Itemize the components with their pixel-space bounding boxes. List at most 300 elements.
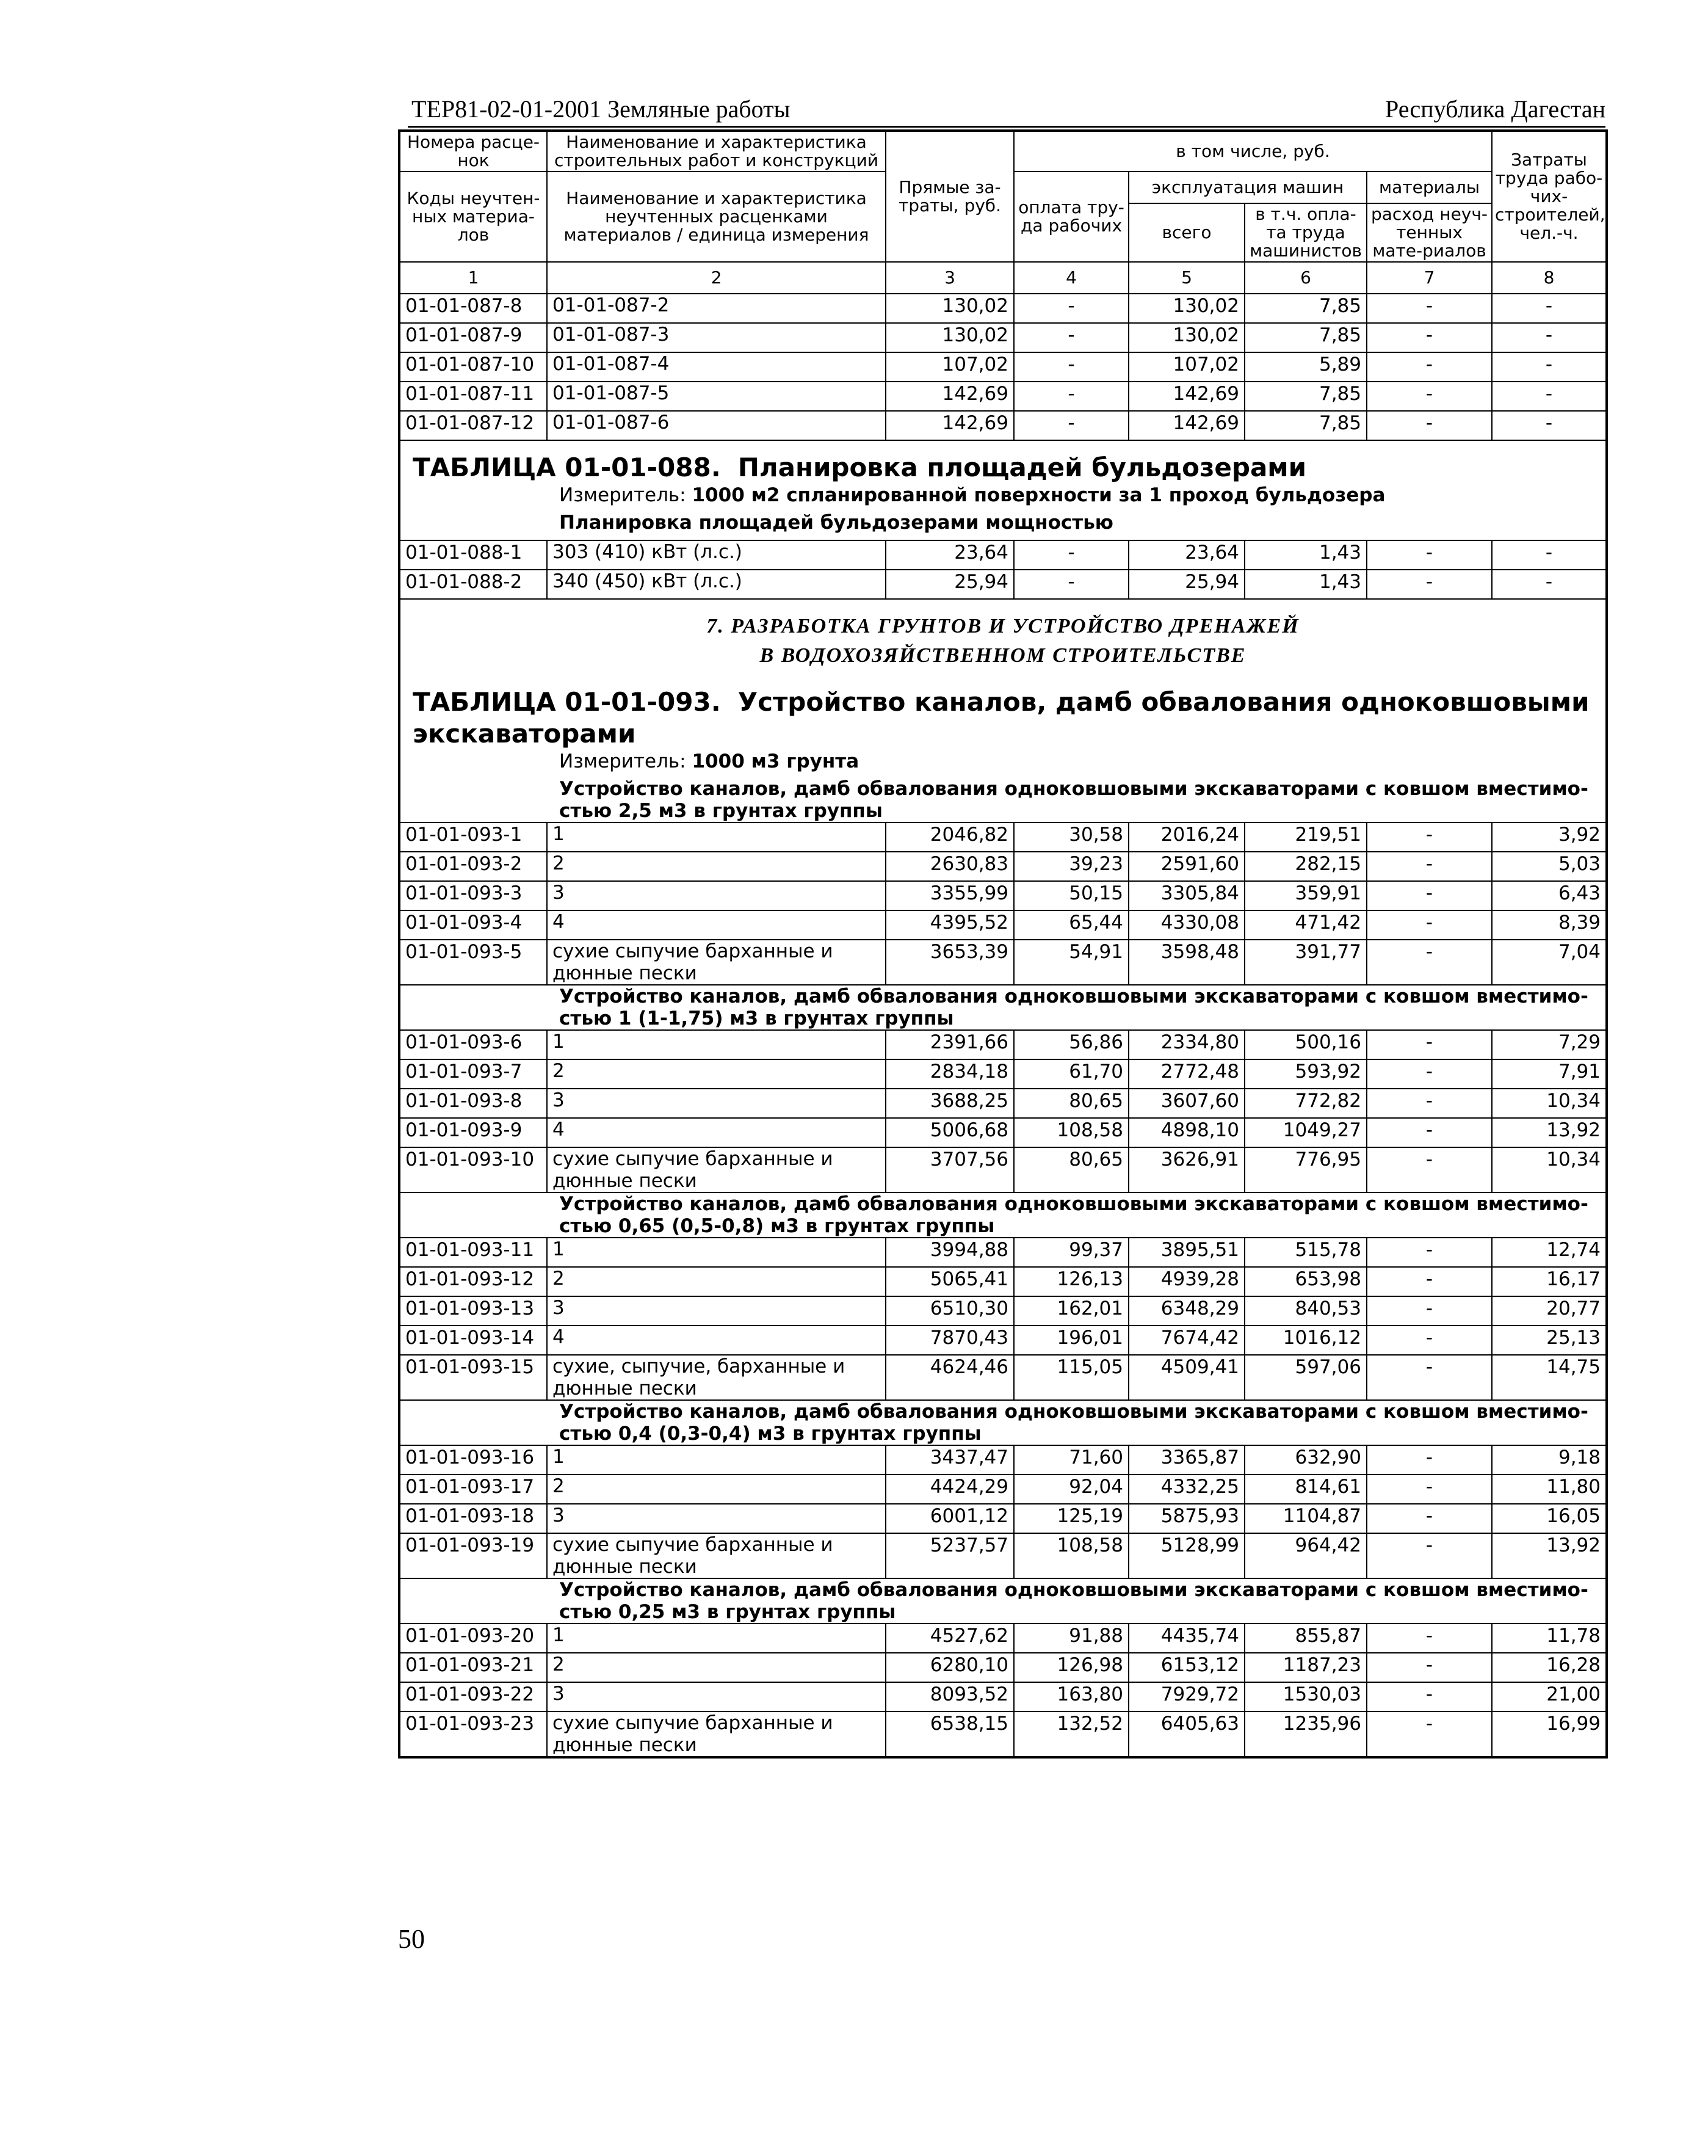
meter-value: 1000 м2 спланированной поверхности за 1 проход бульдозера — [692, 484, 1386, 506]
labor-cost: - — [1492, 352, 1607, 382]
work-name: 4 — [547, 1326, 886, 1355]
table-088-meter — [399, 484, 1607, 512]
direct-cost: 4624,46 — [886, 1355, 1014, 1400]
operator-wages: 282,15 — [1245, 852, 1367, 881]
machines-total: 23,64 — [1129, 540, 1245, 570]
table-row — [399, 1624, 1607, 1653]
wages: 196,01 — [1014, 1326, 1129, 1355]
work-name: 3 — [547, 1504, 886, 1533]
direct-cost: 2834,18 — [886, 1059, 1014, 1089]
labor-cost: 9,18 — [1492, 1445, 1607, 1475]
operator-wages: 632,90 — [1245, 1445, 1367, 1475]
materials: - — [1367, 1711, 1492, 1757]
materials: - — [1367, 570, 1492, 599]
direct-cost: 142,69 — [886, 411, 1014, 440]
operator-wages: 1,43 — [1245, 540, 1367, 570]
direct-cost: 2630,83 — [886, 852, 1014, 881]
machines-total: 3895,51 — [1129, 1238, 1245, 1267]
wages: - — [1014, 540, 1129, 570]
table-row — [399, 1238, 1607, 1267]
machines-total: 6405,63 — [1129, 1711, 1245, 1757]
rate-code: 01-01-093-10 — [399, 1147, 547, 1192]
work-name: 01-01-087-3 — [547, 323, 886, 352]
labor-cost: 11,78 — [1492, 1624, 1607, 1653]
rate-code: 01-01-093-1 — [399, 822, 547, 852]
table-name: Устройство каналов, дамб обвалования одноковшовыми экскаваторами — [413, 687, 1590, 749]
column-numbers-row — [399, 262, 1607, 294]
operator-wages: 964,42 — [1245, 1533, 1367, 1578]
work-name: 4 — [547, 910, 886, 940]
wages: 92,04 — [1014, 1475, 1129, 1504]
labor-cost: - — [1492, 294, 1607, 323]
table-row — [399, 1355, 1607, 1400]
materials: - — [1367, 1533, 1492, 1578]
direct-cost: 4395,52 — [886, 910, 1014, 940]
table-row — [399, 1089, 1607, 1118]
subgroup-heading: Устройство каналов, дамб обвалования одноковшовыми экскаваторами с ковшом вместимо-стью 1 (1-1,75) м3 в грунтах группы — [559, 985, 1588, 1029]
rate-code: 01-01-088-1 — [399, 540, 547, 570]
table-title — [405, 670, 1601, 750]
operator-wages: 1016,12 — [1245, 1326, 1367, 1355]
materials: - — [1367, 323, 1492, 352]
col2-header-works: Наименование и характеристика строительных работ и конструкций — [547, 131, 886, 172]
materials: - — [1367, 910, 1492, 940]
operator-wages: 597,06 — [1245, 1355, 1367, 1400]
chapter-7 — [399, 599, 1607, 670]
table-number: ТАБЛИЦА 01-01-093. — [413, 687, 721, 717]
labor-cost: 5,03 — [1492, 852, 1607, 881]
work-name: 01-01-087-5 — [547, 382, 886, 411]
materials: - — [1367, 352, 1492, 382]
labor-cost: - — [1492, 570, 1607, 599]
table-row — [399, 1030, 1607, 1059]
work-name: 340 (450) кВт (л.с.) — [547, 570, 886, 599]
work-name: сухие сыпучие барханные и дюнные пески — [547, 1147, 886, 1192]
labor-cost: 3,92 — [1492, 822, 1607, 852]
materials: - — [1367, 1682, 1492, 1711]
table-row — [399, 852, 1607, 881]
table-number: ТАБЛИЦА 01-01-088. — [413, 452, 721, 482]
work-name: 1 — [547, 1030, 886, 1059]
table-row — [399, 1059, 1607, 1089]
labor-cost: 13,92 — [1492, 1533, 1607, 1578]
column-number: 7 — [1367, 262, 1492, 294]
table-row — [399, 1653, 1607, 1682]
labor-cost: - — [1492, 540, 1607, 570]
machines-total: 7674,42 — [1129, 1326, 1245, 1355]
col3-header-direct-costs: Прямые за-траты, руб. — [886, 131, 1014, 262]
work-name: 2 — [547, 852, 886, 881]
direct-cost: 142,69 — [886, 382, 1014, 411]
rate-code: 01-01-093-12 — [399, 1267, 547, 1296]
operator-wages: 7,85 — [1245, 382, 1367, 411]
materials: - — [1367, 1296, 1492, 1326]
page-number: 50 — [398, 1924, 425, 1954]
materials: - — [1367, 1118, 1492, 1147]
machines-total: 4898,10 — [1129, 1118, 1245, 1147]
rate-code: 01-01-093-5 — [399, 940, 547, 985]
table-row — [399, 1682, 1607, 1711]
wages: - — [1014, 352, 1129, 382]
col5-header-total: всего — [1129, 203, 1245, 262]
operator-wages: 593,92 — [1245, 1059, 1367, 1089]
wages: - — [1014, 570, 1129, 599]
wages: - — [1014, 382, 1129, 411]
materials: - — [1367, 1147, 1492, 1192]
column-number: 5 — [1129, 262, 1245, 294]
direct-cost: 6510,30 — [886, 1296, 1014, 1326]
machines-total: 6153,12 — [1129, 1653, 1245, 1682]
rate-code: 01-01-093-14 — [399, 1326, 547, 1355]
rate-code: 01-01-093-19 — [399, 1533, 547, 1578]
rate-code: 01-01-093-3 — [399, 881, 547, 910]
col7-header-material-use: расход неуч-тенных мате-риалов — [1367, 203, 1492, 262]
labor-cost: 16,17 — [1492, 1267, 1607, 1296]
rate-code: 01-01-093-6 — [399, 1030, 547, 1059]
direct-cost: 4527,62 — [886, 1624, 1014, 1653]
operator-wages: 1235,96 — [1245, 1711, 1367, 1757]
wages: 50,15 — [1014, 881, 1129, 910]
machines-total: 130,02 — [1129, 323, 1245, 352]
materials: - — [1367, 822, 1492, 852]
direct-cost: 3437,47 — [886, 1445, 1014, 1475]
work-name: 1 — [547, 1624, 886, 1653]
table-row — [399, 294, 1607, 323]
subgroup-heading: Устройство каналов, дамб обвалования одноковшовыми экскаваторами с ковшом вместимо-стью 0,4 (0,3-0,4) м3 в грунтах группы — [559, 1401, 1588, 1445]
rate-code: 01-01-093-11 — [399, 1238, 547, 1267]
machines-total: 4332,25 — [1129, 1475, 1245, 1504]
work-name: 1 — [547, 822, 886, 852]
machines-total: 7929,72 — [1129, 1682, 1245, 1711]
rate-code: 01-01-093-7 — [399, 1059, 547, 1089]
table-name: Планировка площадей бульдозерами — [737, 452, 1307, 482]
work-name: 1 — [547, 1445, 886, 1475]
wages: 126,98 — [1014, 1653, 1129, 1682]
labor-cost: 16,99 — [1492, 1711, 1607, 1757]
materials: - — [1367, 940, 1492, 985]
table-row — [399, 1267, 1607, 1296]
work-name: сухие сыпучие барханные и дюнные пески — [547, 1711, 886, 1757]
operator-wages: 515,78 — [1245, 1238, 1367, 1267]
operator-wages: 1104,87 — [1245, 1504, 1367, 1533]
wages: 162,01 — [1014, 1296, 1129, 1326]
labor-cost: - — [1492, 411, 1607, 440]
labor-cost: 20,77 — [1492, 1296, 1607, 1326]
table-093-meter — [399, 750, 1607, 778]
table-row — [399, 411, 1607, 440]
wages: 65,44 — [1014, 910, 1129, 940]
work-name: 303 (410) кВт (л.с.) — [547, 540, 886, 570]
machines-total: 3598,48 — [1129, 940, 1245, 985]
rate-code: 01-01-093-13 — [399, 1296, 547, 1326]
wages: 71,60 — [1014, 1445, 1129, 1475]
rate-code: 01-01-087-8 — [399, 294, 547, 323]
direct-cost: 107,02 — [886, 352, 1014, 382]
machines-total: 6348,29 — [1129, 1296, 1245, 1326]
table-093-subheading — [399, 1192, 1607, 1238]
table-row — [399, 1533, 1607, 1578]
direct-cost: 130,02 — [886, 294, 1014, 323]
machines-total: 2772,48 — [1129, 1059, 1245, 1089]
rate-code: 01-01-093-9 — [399, 1118, 547, 1147]
materials: - — [1367, 1624, 1492, 1653]
table-093-title — [399, 670, 1607, 750]
labor-cost: 14,75 — [1492, 1355, 1607, 1400]
operator-wages: 1187,23 — [1245, 1653, 1367, 1682]
labor-cost: 7,29 — [1492, 1030, 1607, 1059]
direct-cost: 3653,39 — [886, 940, 1014, 985]
work-name: сухие, сыпучие, барханные и дюнные пески — [547, 1355, 886, 1400]
header-document-title: ТЕР81-02-01-2001 Земляные работы — [411, 95, 791, 123]
rate-code: 01-01-093-20 — [399, 1624, 547, 1653]
wages: 99,37 — [1014, 1238, 1129, 1267]
subgroup-heading: Устройство каналов, дамб обвалования одноковшовыми экскаваторами с ковшом вместимо-стью 0,25 м3 в грунтах группы — [559, 1579, 1588, 1623]
work-name: 01-01-087-2 — [547, 294, 886, 323]
direct-cost: 6538,15 — [886, 1711, 1014, 1757]
labor-cost: - — [1492, 323, 1607, 352]
rate-code: 01-01-093-15 — [399, 1355, 547, 1400]
machines-total: 2016,24 — [1129, 822, 1245, 852]
materials: - — [1367, 294, 1492, 323]
direct-cost: 7870,43 — [886, 1326, 1014, 1355]
meter-label: Измеритель: — [559, 484, 686, 506]
rate-code: 01-01-093-16 — [399, 1445, 547, 1475]
operator-wages: 776,95 — [1245, 1147, 1367, 1192]
work-name: сухие сыпучие барханные и дюнные пески — [547, 1533, 886, 1578]
labor-cost: 7,04 — [1492, 940, 1607, 985]
wages: - — [1014, 294, 1129, 323]
materials: - — [1367, 1326, 1492, 1355]
col8-header-labor: Затраты труда рабо-чих-строителей, чел.-ч. — [1492, 131, 1607, 262]
table-header — [399, 131, 1607, 294]
meter-value: 1000 м3 грунта — [692, 750, 859, 772]
table-row — [399, 910, 1607, 940]
direct-cost: 2391,66 — [886, 1030, 1014, 1059]
operator-wages: 7,85 — [1245, 294, 1367, 323]
subgroup-heading: Устройство каналов, дамб обвалования одноковшовыми экскаваторами с ковшом вместимо-стью 2,5 м3 в грунтах группы — [559, 778, 1588, 822]
operator-wages: 855,87 — [1245, 1624, 1367, 1653]
meter-line — [405, 750, 1601, 773]
table-row — [399, 1445, 1607, 1475]
machines-total: 3365,87 — [1129, 1445, 1245, 1475]
labor-cost: - — [1492, 382, 1607, 411]
direct-cost: 25,94 — [886, 570, 1014, 599]
machines-total: 142,69 — [1129, 411, 1245, 440]
header-machines: эксплуатация машин — [1129, 172, 1367, 203]
table-row — [399, 940, 1607, 985]
machines-total: 5875,93 — [1129, 1504, 1245, 1533]
labor-cost: 10,34 — [1492, 1089, 1607, 1118]
machines-total: 3607,60 — [1129, 1089, 1245, 1118]
materials: - — [1367, 411, 1492, 440]
direct-cost: 3355,99 — [886, 881, 1014, 910]
machines-total: 4330,08 — [1129, 910, 1245, 940]
wages: 30,58 — [1014, 822, 1129, 852]
table-093-subheading — [399, 985, 1607, 1030]
rate-code: 01-01-093-23 — [399, 1711, 547, 1757]
rate-code: 01-01-093-2 — [399, 852, 547, 881]
machines-total: 3305,84 — [1129, 881, 1245, 910]
column-number: 6 — [1245, 262, 1367, 294]
table-row — [399, 1326, 1607, 1355]
table-row — [399, 1504, 1607, 1533]
wages: 108,58 — [1014, 1118, 1129, 1147]
materials: - — [1367, 1030, 1492, 1059]
table-row — [399, 352, 1607, 382]
column-number: 1 — [399, 262, 547, 294]
materials: - — [1367, 1653, 1492, 1682]
wages: 126,13 — [1014, 1267, 1129, 1296]
chapter-heading — [405, 600, 1601, 670]
work-name: 3 — [547, 881, 886, 910]
table-row — [399, 540, 1607, 570]
wages: 91,88 — [1014, 1624, 1129, 1653]
rate-code: 01-01-093-17 — [399, 1475, 547, 1504]
materials: - — [1367, 881, 1492, 910]
operator-wages: 7,85 — [1245, 411, 1367, 440]
table-093-subheading — [399, 1578, 1607, 1624]
wages: 80,65 — [1014, 1089, 1129, 1118]
machines-total: 2334,80 — [1129, 1030, 1245, 1059]
header-region: Республика Дагестан — [1385, 95, 1605, 123]
col1-header-codes: Коды неучтен-ных материа-лов — [399, 172, 547, 262]
table-title — [405, 441, 1601, 484]
direct-cost: 3707,56 — [886, 1147, 1014, 1192]
direct-cost: 2046,82 — [886, 822, 1014, 852]
direct-cost: 8093,52 — [886, 1682, 1014, 1711]
wages: 80,65 — [1014, 1147, 1129, 1192]
machines-total: 107,02 — [1129, 352, 1245, 382]
column-number: 2 — [547, 262, 886, 294]
rate-code: 01-01-093-4 — [399, 910, 547, 940]
table-088-subheading — [399, 512, 1607, 540]
operator-wages: 1049,27 — [1245, 1118, 1367, 1147]
work-name: 2 — [547, 1267, 886, 1296]
table-row — [399, 1118, 1607, 1147]
rate-code: 01-01-087-10 — [399, 352, 547, 382]
work-name: 2 — [547, 1475, 886, 1504]
rate-code: 01-01-087-12 — [399, 411, 547, 440]
materials: - — [1367, 1238, 1492, 1267]
materials: - — [1367, 1475, 1492, 1504]
col4-header-wages: оплата тру-да рабочих — [1014, 172, 1129, 262]
machines-total: 142,69 — [1129, 382, 1245, 411]
wages: 115,05 — [1014, 1355, 1129, 1400]
labor-cost: 8,39 — [1492, 910, 1607, 940]
chapter-line-1: 7. РАЗРАБОТКА ГРУНТОВ И УСТРОЙСТВО ДРЕНАЖЕЙ — [706, 615, 1300, 637]
column-number: 3 — [886, 262, 1014, 294]
materials: - — [1367, 1355, 1492, 1400]
rate-code: 01-01-093-21 — [399, 1653, 547, 1682]
operator-wages: 500,16 — [1245, 1030, 1367, 1059]
table-row — [399, 1711, 1607, 1757]
labor-cost: 6,43 — [1492, 881, 1607, 910]
table-row — [399, 822, 1607, 852]
rate-code: 01-01-087-9 — [399, 323, 547, 352]
materials: - — [1367, 382, 1492, 411]
labor-cost: 16,28 — [1492, 1653, 1607, 1682]
labor-cost: 25,13 — [1492, 1326, 1607, 1355]
materials: - — [1367, 1445, 1492, 1475]
work-name: 2 — [547, 1059, 886, 1089]
meter-line — [405, 484, 1601, 507]
wages: - — [1014, 323, 1129, 352]
table-body — [399, 294, 1607, 1757]
materials: - — [1367, 1504, 1492, 1533]
machines-total: 130,02 — [1129, 294, 1245, 323]
table-088-title — [399, 440, 1607, 484]
operator-wages: 391,77 — [1245, 940, 1367, 985]
operator-wages: 653,98 — [1245, 1267, 1367, 1296]
direct-cost: 5065,41 — [886, 1267, 1014, 1296]
header-materials-group: материалы — [1367, 172, 1492, 203]
column-number: 4 — [1014, 262, 1129, 294]
rate-code: 01-01-093-18 — [399, 1504, 547, 1533]
subgroup-heading: Устройство каналов, дамб обвалования одноковшовыми экскаваторами с ковшом вместимо-стью 0,65 (0,5-0,8) м3 в грунтах группы — [559, 1193, 1588, 1237]
work-name: 3 — [547, 1089, 886, 1118]
direct-cost: 6280,10 — [886, 1653, 1014, 1682]
materials: - — [1367, 1089, 1492, 1118]
operator-wages: 840,53 — [1245, 1296, 1367, 1326]
rate-code: 01-01-088-2 — [399, 570, 547, 599]
work-name: 4 — [547, 1118, 886, 1147]
wages: 54,91 — [1014, 940, 1129, 985]
direct-cost: 23,64 — [886, 540, 1014, 570]
rates-table — [398, 129, 1608, 1759]
operator-wages: 7,85 — [1245, 323, 1367, 352]
operator-wages: 471,42 — [1245, 910, 1367, 940]
table-093-subheading — [399, 1400, 1607, 1445]
machines-total: 4939,28 — [1129, 1267, 1245, 1296]
table-093-subheading — [399, 778, 1607, 822]
wages: 163,80 — [1014, 1682, 1129, 1711]
work-name: 01-01-087-4 — [547, 352, 886, 382]
machines-total: 25,94 — [1129, 570, 1245, 599]
wages: 39,23 — [1014, 852, 1129, 881]
operator-wages: 772,82 — [1245, 1089, 1367, 1118]
table-row — [399, 570, 1607, 599]
meter-label: Измеритель: — [559, 750, 686, 772]
operator-wages: 1,43 — [1245, 570, 1367, 599]
rate-code: 01-01-093-8 — [399, 1089, 547, 1118]
subgroup-heading: Планировка площадей бульдозерами мощностью — [559, 512, 1113, 534]
table-row — [399, 382, 1607, 411]
materials: - — [1367, 1267, 1492, 1296]
wages: - — [1014, 411, 1129, 440]
work-name: 2 — [547, 1653, 886, 1682]
labor-cost: 13,92 — [1492, 1118, 1607, 1147]
wages: 125,19 — [1014, 1504, 1129, 1533]
column-number: 8 — [1492, 262, 1607, 294]
labor-cost: 16,05 — [1492, 1504, 1607, 1533]
direct-cost: 130,02 — [886, 323, 1014, 352]
work-name: 3 — [547, 1682, 886, 1711]
direct-cost: 6001,12 — [886, 1504, 1014, 1533]
materials: - — [1367, 540, 1492, 570]
work-name: сухие сыпучие барханные и дюнные пески — [547, 940, 886, 985]
col6-header-operator-wages: в т.ч. опла-та труда машинистов — [1245, 203, 1367, 262]
wages: 61,70 — [1014, 1059, 1129, 1089]
labor-cost: 10,34 — [1492, 1147, 1607, 1192]
rate-code: 01-01-087-11 — [399, 382, 547, 411]
materials: - — [1367, 1059, 1492, 1089]
wages: 132,52 — [1014, 1711, 1129, 1757]
work-name: 3 — [547, 1296, 886, 1326]
table-row — [399, 1296, 1607, 1326]
operator-wages: 359,91 — [1245, 881, 1367, 910]
direct-cost: 5006,68 — [886, 1118, 1014, 1147]
direct-cost: 4424,29 — [886, 1475, 1014, 1504]
